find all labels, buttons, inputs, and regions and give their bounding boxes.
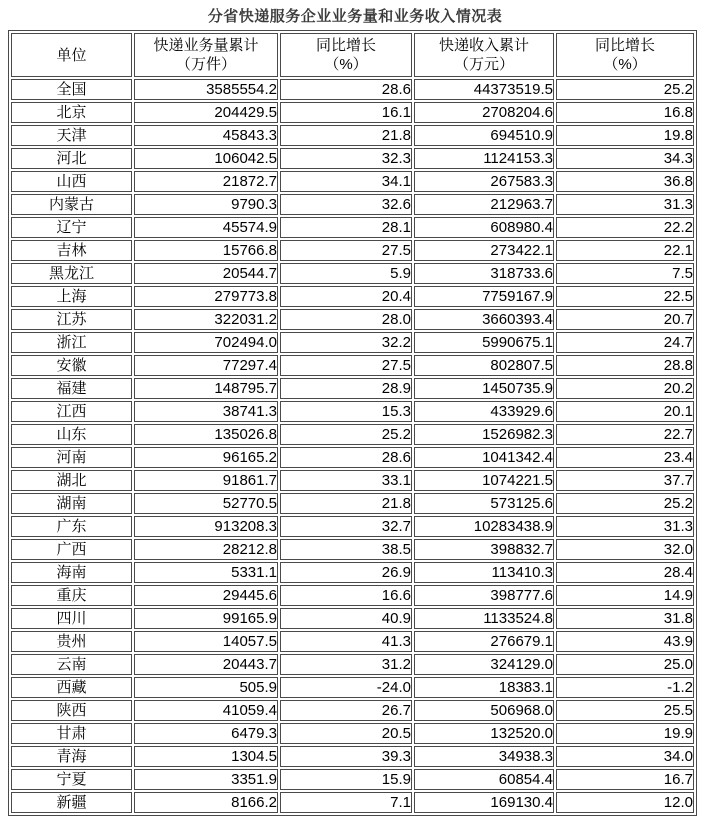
value-cell: 34.0 [556, 746, 694, 767]
value-cell: 16.7 [556, 769, 694, 790]
column-header-label: 快递业务量累计 [153, 37, 259, 54]
region-cell: 湖北 [11, 470, 132, 491]
value-cell: 113410.3 [414, 562, 554, 583]
table-row [11, 240, 694, 261]
value-cell: 36.8 [556, 171, 694, 192]
value-cell: 1450735.9 [414, 378, 554, 399]
table-row [11, 217, 694, 238]
region-cell: 贵州 [11, 631, 132, 652]
value-cell: 132520.0 [414, 723, 554, 744]
value-cell: 27.5 [280, 240, 412, 261]
table-row [11, 470, 694, 491]
table-row [11, 723, 694, 744]
region-cell: 广东 [11, 516, 132, 537]
column-header [134, 33, 278, 77]
value-cell: 14.9 [556, 585, 694, 606]
value-cell: 16.1 [280, 102, 412, 123]
value-cell: 1304.5 [134, 746, 278, 767]
table-row [11, 447, 694, 468]
region-cell: 天津 [11, 125, 132, 146]
value-cell: 1124153.3 [414, 148, 554, 169]
table-row [11, 769, 694, 790]
region-cell: 福建 [11, 378, 132, 399]
value-cell: 3351.9 [134, 769, 278, 790]
column-header-sublabel: （%） [603, 56, 647, 73]
value-cell: 22.2 [556, 217, 694, 238]
value-cell: 24.7 [556, 332, 694, 353]
region-cell: 河北 [11, 148, 132, 169]
value-cell: 3660393.4 [414, 309, 554, 330]
value-cell: 41.3 [280, 631, 412, 652]
value-cell: 15766.8 [134, 240, 278, 261]
value-cell: 148795.7 [134, 378, 278, 399]
value-cell: 52770.5 [134, 493, 278, 514]
value-cell: 267583.3 [414, 171, 554, 192]
value-cell: 44373519.5 [414, 79, 554, 100]
region-cell: 陕西 [11, 700, 132, 721]
value-cell: 37.7 [556, 470, 694, 491]
column-header-label: 单位 [56, 46, 87, 64]
value-cell: -1.2 [556, 677, 694, 698]
value-cell: 18383.1 [414, 677, 554, 698]
column-header [414, 33, 554, 77]
value-cell: 77297.4 [134, 355, 278, 376]
value-cell: 20.1 [556, 401, 694, 422]
value-cell: 91861.7 [134, 470, 278, 491]
table-row [11, 631, 694, 652]
value-cell: 31.3 [556, 516, 694, 537]
value-cell: 1041342.4 [414, 447, 554, 468]
value-cell: 21.8 [280, 125, 412, 146]
value-cell: 20.7 [556, 309, 694, 330]
column-header-sublabel: （万件） [175, 56, 236, 73]
value-cell: 26.9 [280, 562, 412, 583]
region-cell: 上海 [11, 286, 132, 307]
value-cell: 5990675.1 [414, 332, 554, 353]
table-row [11, 148, 694, 169]
region-cell: 辽宁 [11, 217, 132, 238]
value-cell: 204429.5 [134, 102, 278, 123]
column-header [556, 33, 694, 77]
value-cell: 34.3 [556, 148, 694, 169]
value-cell: 25.2 [280, 424, 412, 445]
table-row [11, 79, 694, 100]
value-cell: 20.5 [280, 723, 412, 744]
page-title: 分省快递服务企业业务量和业务收入情况表 [207, 8, 503, 25]
table-row [11, 608, 694, 629]
value-cell: 2708204.6 [414, 102, 554, 123]
column-header-label: 同比增长 [594, 37, 655, 54]
table-row [11, 309, 694, 330]
value-cell: 28.6 [280, 447, 412, 468]
value-cell: 7759167.9 [414, 286, 554, 307]
value-cell: 212963.7 [414, 194, 554, 215]
value-cell: 60854.4 [414, 769, 554, 790]
column-header-label: 快递收入累计 [438, 37, 529, 54]
region-cell: 山东 [11, 424, 132, 445]
value-cell: 28212.8 [134, 539, 278, 560]
value-cell: 21872.7 [134, 171, 278, 192]
value-cell: 45843.3 [134, 125, 278, 146]
value-cell: 276679.1 [414, 631, 554, 652]
value-cell: 41059.4 [134, 700, 278, 721]
region-cell: 云南 [11, 654, 132, 675]
value-cell: 5.9 [280, 263, 412, 284]
region-cell: 青海 [11, 746, 132, 767]
value-cell: 398777.6 [414, 585, 554, 606]
column-header [280, 33, 412, 77]
column-header [11, 33, 132, 77]
region-cell: 吉林 [11, 240, 132, 261]
region-cell: 安徽 [11, 355, 132, 376]
column-header-sublabel: （万元） [453, 56, 514, 73]
value-cell: 32.3 [280, 148, 412, 169]
table-row [11, 125, 694, 146]
region-cell: 宁夏 [11, 769, 132, 790]
value-cell: 28.8 [556, 355, 694, 376]
table-row [11, 746, 694, 767]
value-cell: 433929.6 [414, 401, 554, 422]
value-cell: 99165.9 [134, 608, 278, 629]
region-cell: 广西 [11, 539, 132, 560]
table-row [11, 171, 694, 192]
table-row [11, 355, 694, 376]
value-cell: 28.1 [280, 217, 412, 238]
value-cell: 28.0 [280, 309, 412, 330]
table-row [11, 263, 694, 284]
value-cell: 318733.6 [414, 263, 554, 284]
value-cell: 20.4 [280, 286, 412, 307]
value-cell: 10283438.9 [414, 516, 554, 537]
value-cell: 22.1 [556, 240, 694, 261]
table-row [11, 700, 694, 721]
value-cell: 23.4 [556, 447, 694, 468]
value-cell: 25.0 [556, 654, 694, 675]
value-cell: 5331.1 [134, 562, 278, 583]
value-cell: 34938.3 [414, 746, 554, 767]
value-cell: 43.9 [556, 631, 694, 652]
value-cell: 694510.9 [414, 125, 554, 146]
table-row [11, 194, 694, 215]
table-row [11, 585, 694, 606]
province-express-table [8, 30, 697, 816]
value-cell: 505.9 [134, 677, 278, 698]
value-cell: 38741.3 [134, 401, 278, 422]
region-cell: 内蒙古 [11, 194, 132, 215]
table-row [11, 378, 694, 399]
region-cell: 四川 [11, 608, 132, 629]
table-row [11, 677, 694, 698]
table-row [11, 332, 694, 353]
value-cell: 34.1 [280, 171, 412, 192]
value-cell: 9790.3 [134, 194, 278, 215]
value-cell: 22.7 [556, 424, 694, 445]
region-cell: 新疆 [11, 792, 132, 813]
value-cell: 273422.1 [414, 240, 554, 261]
value-cell: 96165.2 [134, 447, 278, 468]
table-header [11, 33, 694, 77]
region-cell: 江苏 [11, 309, 132, 330]
value-cell: 16.6 [280, 585, 412, 606]
value-cell: 573125.6 [414, 493, 554, 514]
value-cell: 28.6 [280, 79, 412, 100]
value-cell: 32.0 [556, 539, 694, 560]
value-cell: 1526982.3 [414, 424, 554, 445]
value-cell: 15.3 [280, 401, 412, 422]
value-cell: 6479.3 [134, 723, 278, 744]
value-cell: 27.5 [280, 355, 412, 376]
value-cell: 25.2 [556, 493, 694, 514]
table-row [11, 654, 694, 675]
value-cell: 25.5 [556, 700, 694, 721]
value-cell: 29445.6 [134, 585, 278, 606]
value-cell: 14057.5 [134, 631, 278, 652]
region-cell: 山西 [11, 171, 132, 192]
value-cell: 28.4 [556, 562, 694, 583]
value-cell: 279773.8 [134, 286, 278, 307]
value-cell: 28.9 [280, 378, 412, 399]
value-cell: 32.6 [280, 194, 412, 215]
value-cell: 506968.0 [414, 700, 554, 721]
value-cell: 40.9 [280, 608, 412, 629]
value-cell: 8166.2 [134, 792, 278, 813]
value-cell: 20443.7 [134, 654, 278, 675]
value-cell: 16.8 [556, 102, 694, 123]
value-cell: 32.2 [280, 332, 412, 353]
region-cell: 北京 [11, 102, 132, 123]
region-cell: 黑龙江 [11, 263, 132, 284]
column-header-label: 同比增长 [315, 37, 376, 54]
value-cell: -24.0 [280, 677, 412, 698]
value-cell: 702494.0 [134, 332, 278, 353]
table-row [11, 792, 694, 813]
table-row [11, 516, 694, 537]
value-cell: 169130.4 [414, 792, 554, 813]
region-cell: 甘肃 [11, 723, 132, 744]
value-cell: 20544.7 [134, 263, 278, 284]
table-row [11, 539, 694, 560]
value-cell: 802807.5 [414, 355, 554, 376]
table-row [11, 401, 694, 422]
value-cell: 38.5 [280, 539, 412, 560]
region-cell: 江西 [11, 401, 132, 422]
value-cell: 45574.9 [134, 217, 278, 238]
table-row [11, 286, 694, 307]
value-cell: 21.8 [280, 493, 412, 514]
value-cell: 322031.2 [134, 309, 278, 330]
value-cell: 19.9 [556, 723, 694, 744]
value-cell: 12.0 [556, 792, 694, 813]
value-cell: 31.3 [556, 194, 694, 215]
value-cell: 1074221.5 [414, 470, 554, 491]
value-cell: 398832.7 [414, 539, 554, 560]
value-cell: 22.5 [556, 286, 694, 307]
table-row [11, 493, 694, 514]
value-cell: 26.7 [280, 700, 412, 721]
value-cell: 20.2 [556, 378, 694, 399]
value-cell: 324129.0 [414, 654, 554, 675]
value-cell: 3585554.2 [134, 79, 278, 100]
region-cell: 西藏 [11, 677, 132, 698]
value-cell: 39.3 [280, 746, 412, 767]
table-row [11, 424, 694, 445]
region-cell: 湖南 [11, 493, 132, 514]
region-cell: 重庆 [11, 585, 132, 606]
value-cell: 25.2 [556, 79, 694, 100]
table-row [11, 562, 694, 583]
value-cell: 31.8 [556, 608, 694, 629]
region-cell: 全国 [11, 79, 132, 100]
value-cell: 19.8 [556, 125, 694, 146]
value-cell: 32.7 [280, 516, 412, 537]
value-cell: 913208.3 [134, 516, 278, 537]
value-cell: 33.1 [280, 470, 412, 491]
region-cell: 河南 [11, 447, 132, 468]
value-cell: 7.5 [556, 263, 694, 284]
value-cell: 135026.8 [134, 424, 278, 445]
region-cell: 海南 [11, 562, 132, 583]
value-cell: 7.1 [280, 792, 412, 813]
value-cell: 15.9 [280, 769, 412, 790]
header-row [11, 33, 694, 77]
value-cell: 1133524.8 [414, 608, 554, 629]
table-row [11, 102, 694, 123]
region-cell: 浙江 [11, 332, 132, 353]
column-header-sublabel: （%） [324, 56, 368, 73]
value-cell: 106042.5 [134, 148, 278, 169]
value-cell: 31.2 [280, 654, 412, 675]
value-cell: 608980.4 [414, 217, 554, 238]
table-body [11, 79, 694, 813]
